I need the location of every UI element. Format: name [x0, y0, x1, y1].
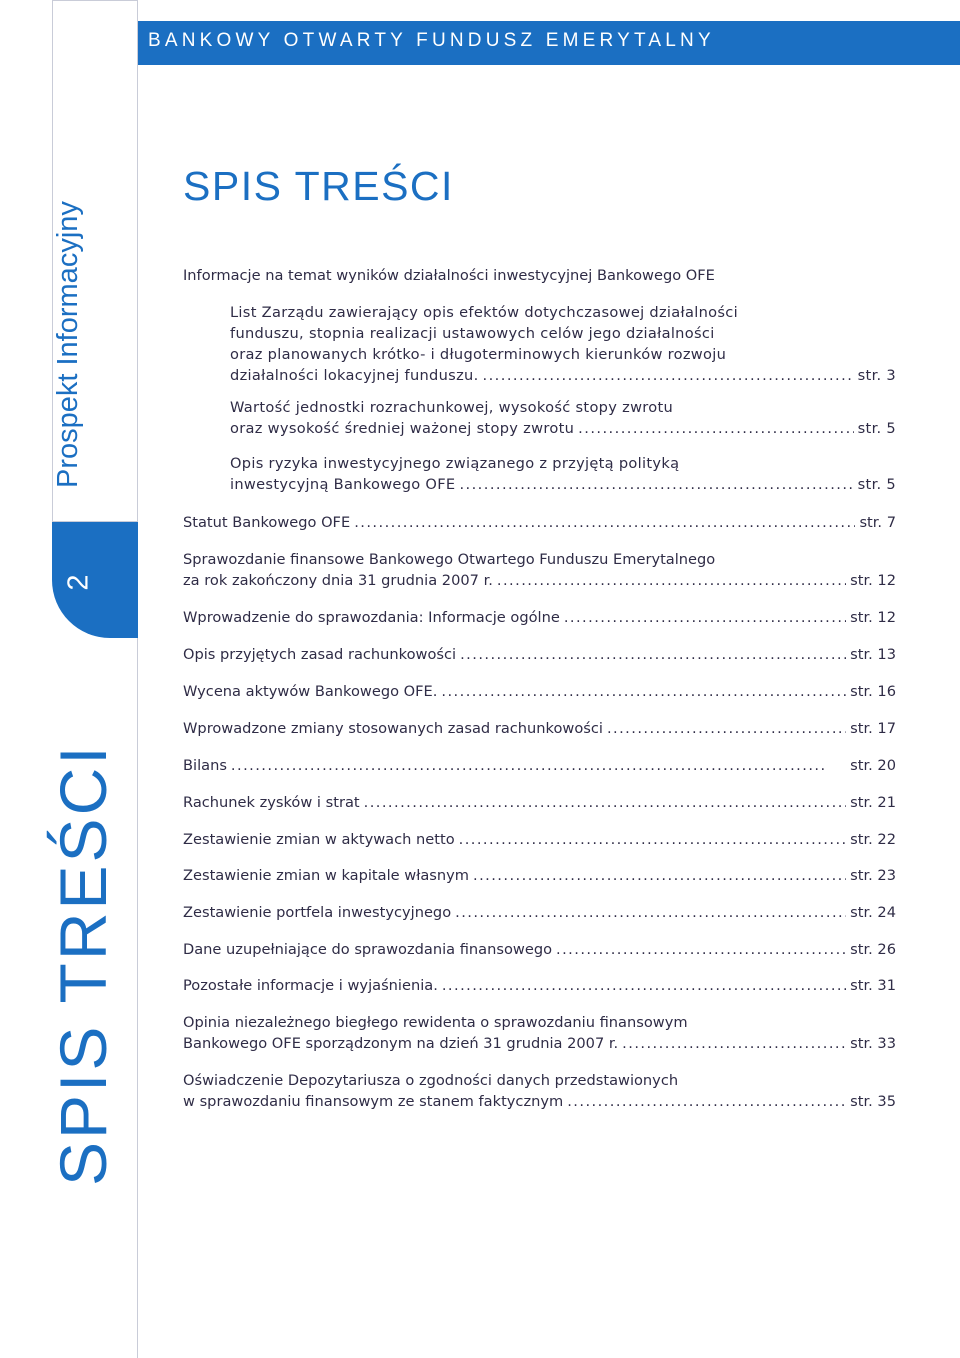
- dot-leader: [459, 829, 847, 850]
- dot-leader: [231, 755, 846, 776]
- toc-entry[interactable]: [183, 644, 896, 665]
- toc-entry-title: Wprowadzenie do sprawozdania: Informacje ogólne: [183, 609, 560, 626]
- dot-leader: [556, 939, 846, 960]
- toc-entry-line: Wartość jednostki rozrachunkowej, wysokość stopy zwrotu: [230, 399, 674, 416]
- toc-entry[interactable]: [183, 902, 896, 923]
- toc-page-ref: str. 35: [850, 1093, 896, 1110]
- toc-page-ref: str. 5: [857, 420, 896, 437]
- dot-leader: [459, 474, 853, 495]
- toc-entry-title: Rachunek zysków i strat: [183, 794, 360, 811]
- dot-leader: [442, 975, 846, 996]
- toc-entry-line: List Zarządu zawierający opis efektów dotychczasowej działalności: [230, 304, 738, 321]
- page-number-tab: [52, 522, 138, 638]
- toc-page-ref: str. 7: [859, 514, 896, 531]
- dot-leader: [483, 365, 854, 386]
- toc-entry-line: Opinia niezależnego biegłego rewidenta o sprawozdaniu finansowym: [183, 1014, 688, 1031]
- toc-entry[interactable]: [230, 397, 896, 439]
- toc-entry[interactable]: [183, 607, 896, 628]
- toc-entry-title: Wycena aktywów Bankowego OFE.: [183, 683, 438, 700]
- toc-page-ref: str. 20: [850, 757, 896, 774]
- toc-entry[interactable]: [183, 975, 896, 996]
- toc-entry-title: inwestycyjną Bankowego OFE: [230, 476, 456, 493]
- toc-entry[interactable]: [183, 755, 896, 776]
- dot-leader: [497, 570, 846, 591]
- toc-entry[interactable]: [183, 681, 896, 702]
- toc-entry-title: Zestawienie portfela inwestycyjnego: [183, 904, 452, 921]
- dot-leader: [455, 902, 846, 923]
- sidebar-rule-right: [137, 0, 138, 1358]
- toc-entry-title: Zestawienie zmian w aktywach netto: [183, 831, 455, 848]
- dot-leader: [564, 607, 846, 628]
- toc-page-ref: str. 5: [857, 476, 896, 493]
- toc-entry[interactable]: [183, 1070, 896, 1112]
- toc-entry-title: Statut Bankowego OFE: [183, 514, 351, 531]
- toc-entry-title: działalności lokacyjnej funduszu.: [230, 367, 479, 384]
- toc-entry[interactable]: [230, 302, 896, 386]
- toc-section-heading: Informacje na temat wyników działalności inwestycyjnej Bankowego OFE: [183, 267, 715, 284]
- toc-page-ref: str. 3: [857, 367, 896, 384]
- toc-page-ref: str. 31: [850, 977, 896, 994]
- toc-page-ref: str. 22: [850, 831, 896, 848]
- toc-entry[interactable]: [183, 865, 896, 886]
- toc-page-ref: str. 13: [850, 646, 896, 663]
- dot-leader: [460, 644, 846, 665]
- toc-entry[interactable]: [183, 549, 896, 591]
- toc-entry-title: w sprawozdaniu finansowym ze stanem faktycznym: [183, 1093, 564, 1110]
- toc-entry-title: Bankowego OFE sporządzonym na dzień 31 grudnia 2007 r.: [183, 1035, 619, 1052]
- toc-page-ref: str. 33: [850, 1035, 896, 1052]
- toc-entry-line: Opis ryzyka inwestycyjnego związanego z przyjętą polityką: [230, 455, 680, 472]
- toc-entry[interactable]: [183, 792, 896, 813]
- toc-page-ref: str. 21: [850, 794, 896, 811]
- toc-page-ref: str. 12: [850, 609, 896, 626]
- toc-entry-line: Oświadczenie Depozytariusza o zgodności danych przedstawionych: [183, 1072, 679, 1089]
- toc-entry-title: Wprowadzone zmiany stosowanych zasad rachunkowości: [183, 720, 603, 737]
- header-title: BANKOWY OTWARTY FUNDUSZ EMERYTALNY: [148, 30, 715, 51]
- toc-entry[interactable]: [183, 829, 896, 850]
- toc-entry[interactable]: [183, 1012, 896, 1054]
- page-title: SPIS TREŚCI: [183, 163, 454, 209]
- toc-entry-line: oraz planowanych krótko- i długoterminowych kierunków rozwoju: [230, 346, 727, 363]
- toc-page-ref: str. 16: [850, 683, 896, 700]
- toc-entry[interactable]: [183, 939, 896, 960]
- toc-entry[interactable]: [230, 453, 896, 495]
- toc-entry-line: Sprawozdanie finansowe Bankowego Otwartego Funduszu Emerytalnego: [183, 551, 716, 568]
- toc-page-ref: str. 17: [850, 720, 896, 737]
- header-band: [138, 21, 960, 65]
- dot-leader: [364, 792, 847, 813]
- toc-entry[interactable]: [183, 512, 896, 533]
- page-number: 2: [62, 574, 95, 591]
- toc-entry-title: oraz wysokość średniej ważonej stopy zwrotu: [230, 420, 575, 437]
- toc-page-ref: str. 23: [850, 867, 896, 884]
- toc-page-ref: str. 24: [850, 904, 896, 921]
- toc-entry-title: Opis przyjętych zasad rachunkowości: [183, 646, 457, 663]
- dot-leader: [567, 1091, 846, 1112]
- toc-entry-title: Zestawienie zmian w kapitale własnym: [183, 867, 469, 884]
- dot-leader: [441, 681, 846, 702]
- toc-page-ref: str. 26: [850, 941, 896, 958]
- dot-leader: [622, 1033, 846, 1054]
- sidebar-rule-top: [52, 0, 138, 1]
- toc-entry-title: Dane uzupełniające do sprawozdania finansowego: [183, 941, 553, 958]
- toc-entry-line: funduszu, stopnia realizacji ustawowych celów jego działalności: [230, 325, 715, 342]
- toc-page-ref: str. 12: [850, 572, 896, 589]
- toc-entry-title: za rok zakończony dnia 31 grudnia 2007 r.: [183, 572, 493, 589]
- toc-entry-title: Bilans: [183, 757, 227, 774]
- sidebar-section-title: SPIS TREŚCI: [46, 743, 120, 1186]
- dot-leader: [578, 418, 853, 439]
- dot-leader: [354, 512, 855, 533]
- dot-leader: [607, 718, 846, 739]
- toc-entry[interactable]: [183, 718, 896, 739]
- toc-entry-title: Pozostałe informacje i wyjaśnienia.: [183, 977, 438, 994]
- dot-leader: [473, 865, 846, 886]
- sidebar-label: Prospekt Informacyjny: [52, 201, 84, 488]
